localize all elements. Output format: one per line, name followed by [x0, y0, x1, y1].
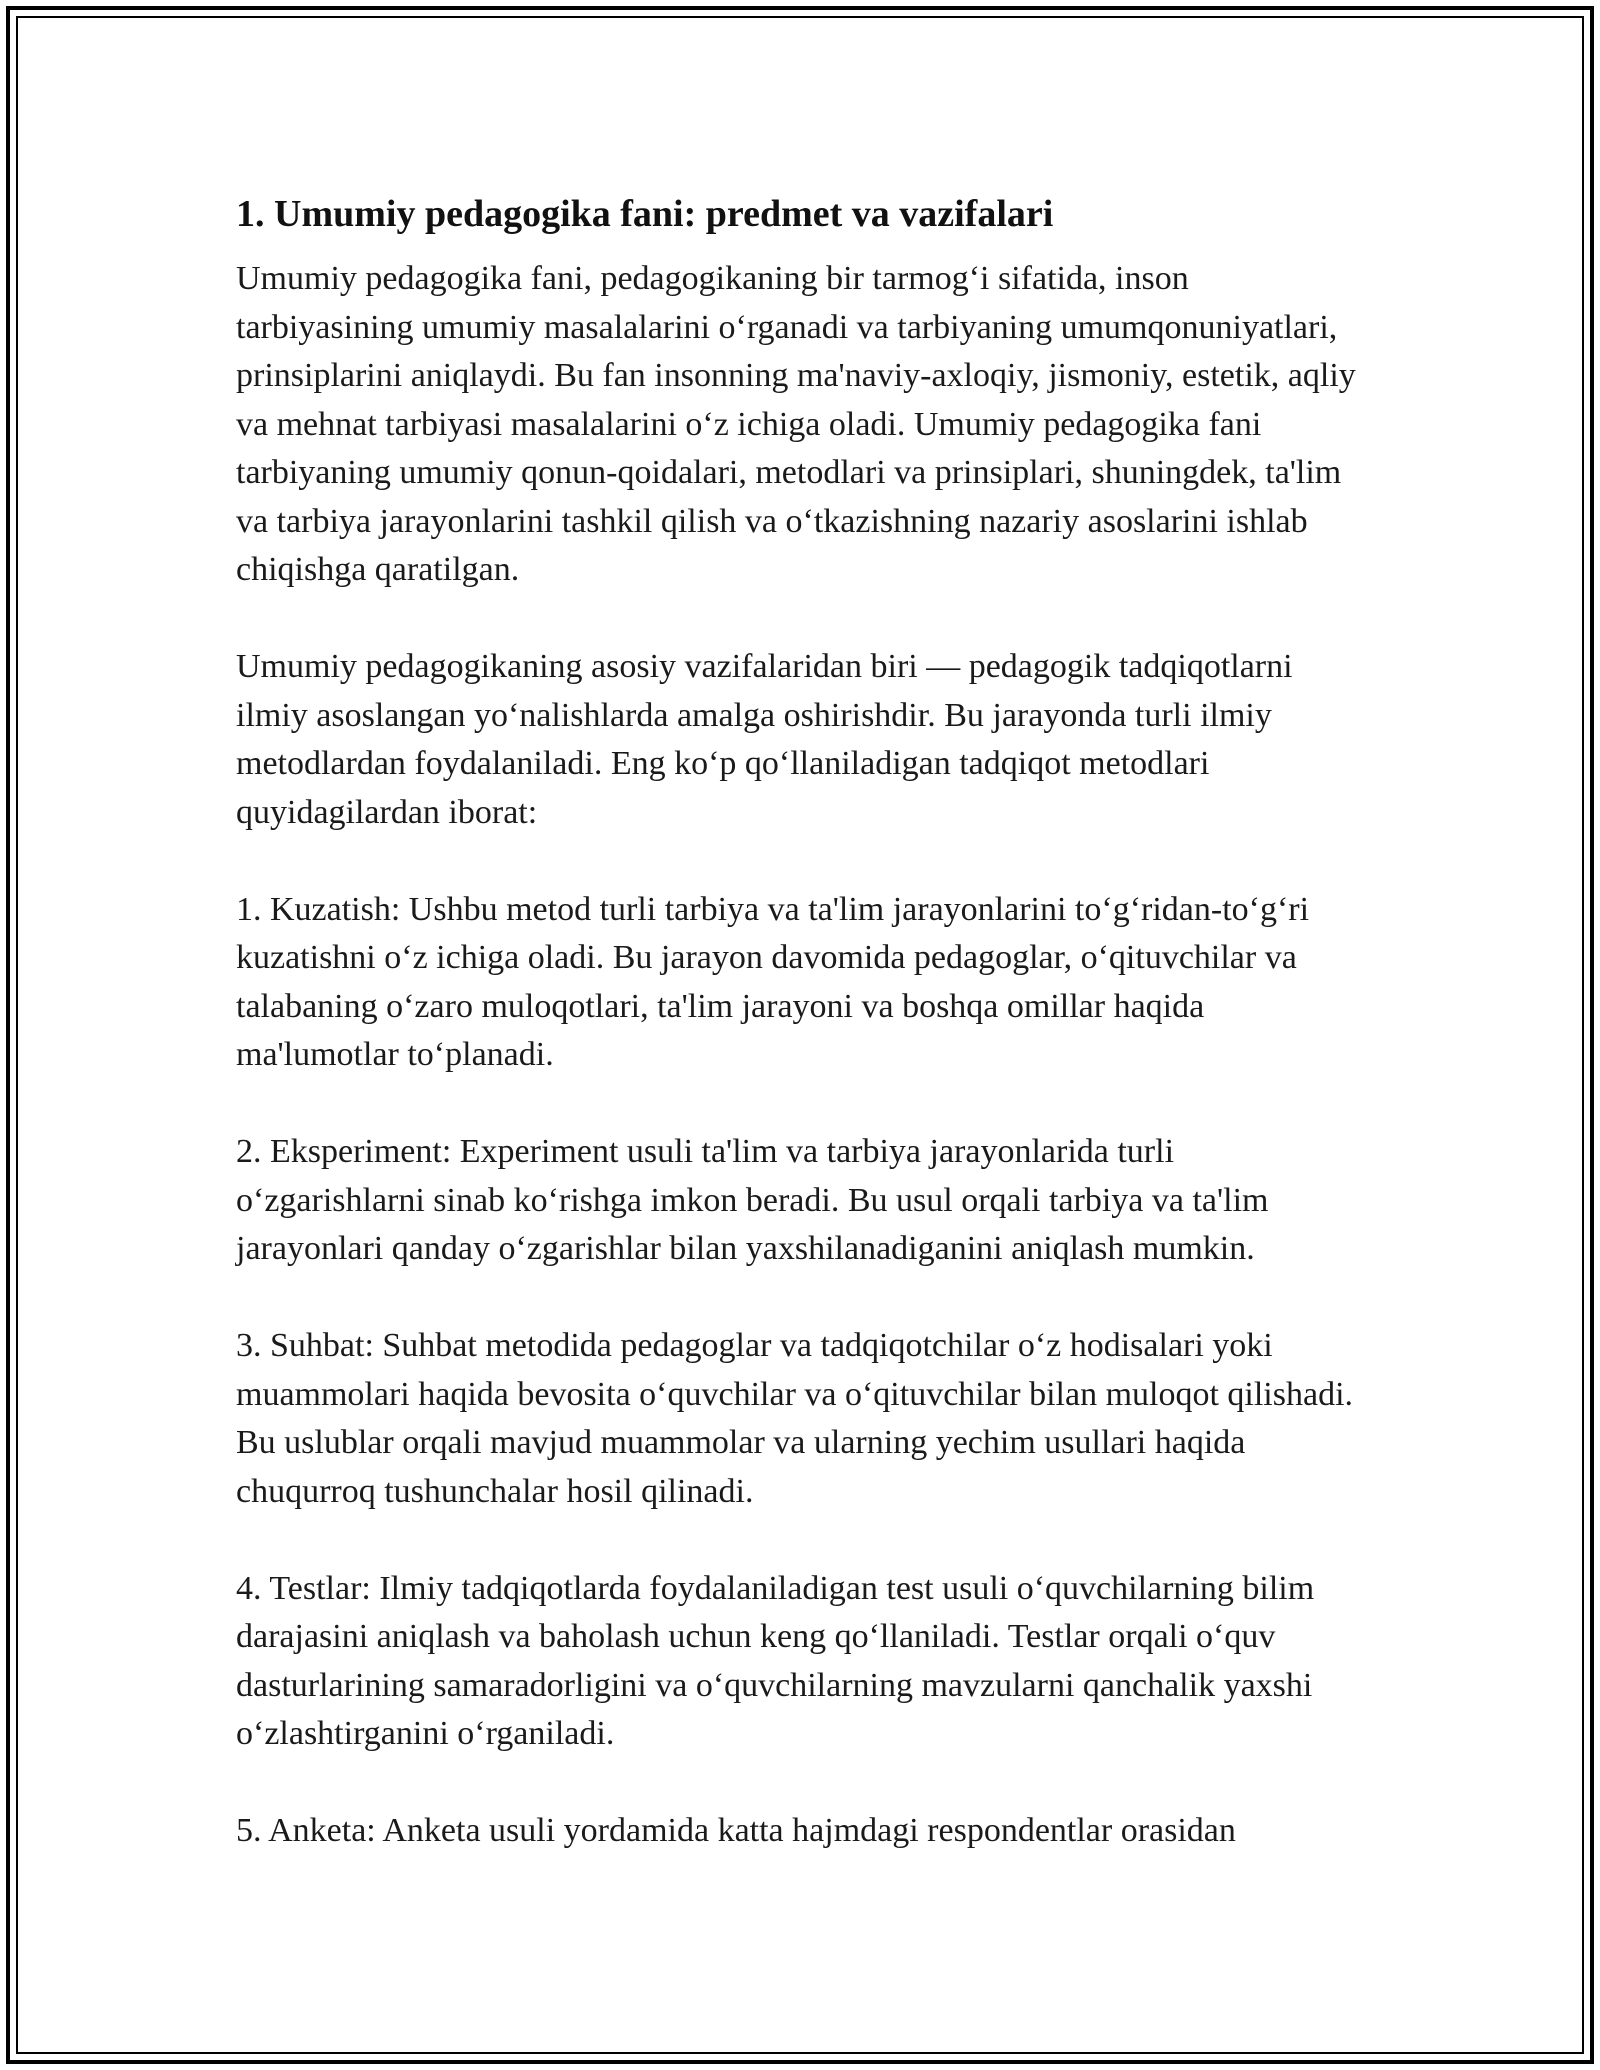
paragraph-method-observation: 1. Kuzatish: Ushbu metod turli tarbiya va ta'lim jarayonlarini to‘g‘ridan-to‘g‘ri kuzatishni o‘z ichiga oladi. Bu jarayon davomida pedagoglar, o‘qituvchilar va talabaning o‘zaro muloqotlari, ta'lim jarayoni va boshqa omillar haqida ma'lumotlar to‘planadi. [236, 890, 1310, 1073]
paragraph-method-conversation: 3. Suhbat: Suhbat metodida pedagoglar va tadqiqotchilar o‘z hodisalari yoki muammolari haqida bevosita o‘quvchilar va o‘qituvchilar bilan muloqot qilishadi. Bu uslublar orqali mavjud muammolar va ularning yechim usullari haqida chuqurroq tushunchalar hosil qilinadi. [236, 1327, 1354, 1510]
paragraph-intro: Umumiy pedagogika fani, pedagogikaning bir tarmog‘i sifatida, inson tarbiyasining umumiy masalalarini o‘rganadi va tarbiyaning umumqonuniyatlari, prinsiplarini aniqlaydi. Bu fan insonning ma'naviy-axloqiy, jismoniy, estetik, aqliy va mehnat tarbiyasi masalalarini o‘z ichiga oladi. Umumiy pedagogika fani tarbiyaning umumiy qonun-qoidalari, metodlari va prinsiplari, shuningdek, ta'lim va tarbiya jarayonlarini tashkil qilish va o‘tkazishning nazariy asoslarini ishlab chiqishga qaratilgan. [236, 260, 1356, 588]
document-body [236, 185, 1366, 1904]
paragraph-tasks: Umumiy pedagogikaning asosiy vazifalaridan biri — pedagogik tadqiqotlarni ilmiy asoslangan yo‘nalishlarda amalga oshirishdir. Bu jarayonda turli ilmiy metodlardan foydalaniladi. Eng ko‘p qo‘llaniladigan tadqiqot metodlari quyidagilardan iborat: [236, 648, 1293, 831]
paragraph-method-survey: 5. Anketa: Anketa usuli yordamida katta hajmdagi respondentlar orasidan [236, 1812, 1236, 1849]
paragraph-method-experiment: 2. Eksperiment: Experiment usuli ta'lim va tarbiya jarayonlarida turli o‘zgarishlarni sinab ko‘rishga imkon beradi. Bu usul orqali tarbiya va ta'lim jarayonlari qanday o‘zgarishlar bilan yaxshilanadiganini aniqlash mumkin. [236, 1133, 1269, 1267]
document-title: 1. Umumiy pedagogika fani: predmet va vazifalari [236, 193, 1054, 235]
paragraph-method-tests: 4. Testlar: Ilmiy tadqiqotlarda foydalaniladigan test usuli o‘quvchilarning bilim darajasini aniqlash va baholash uchun keng qo‘llaniladi. Testlar orqali o‘quv dasturlarining samaradorligini va o‘quvchilarning mavzularni qanchalik yaxshi o‘zlashtirganini o‘rganiladi. [236, 1569, 1315, 1752]
